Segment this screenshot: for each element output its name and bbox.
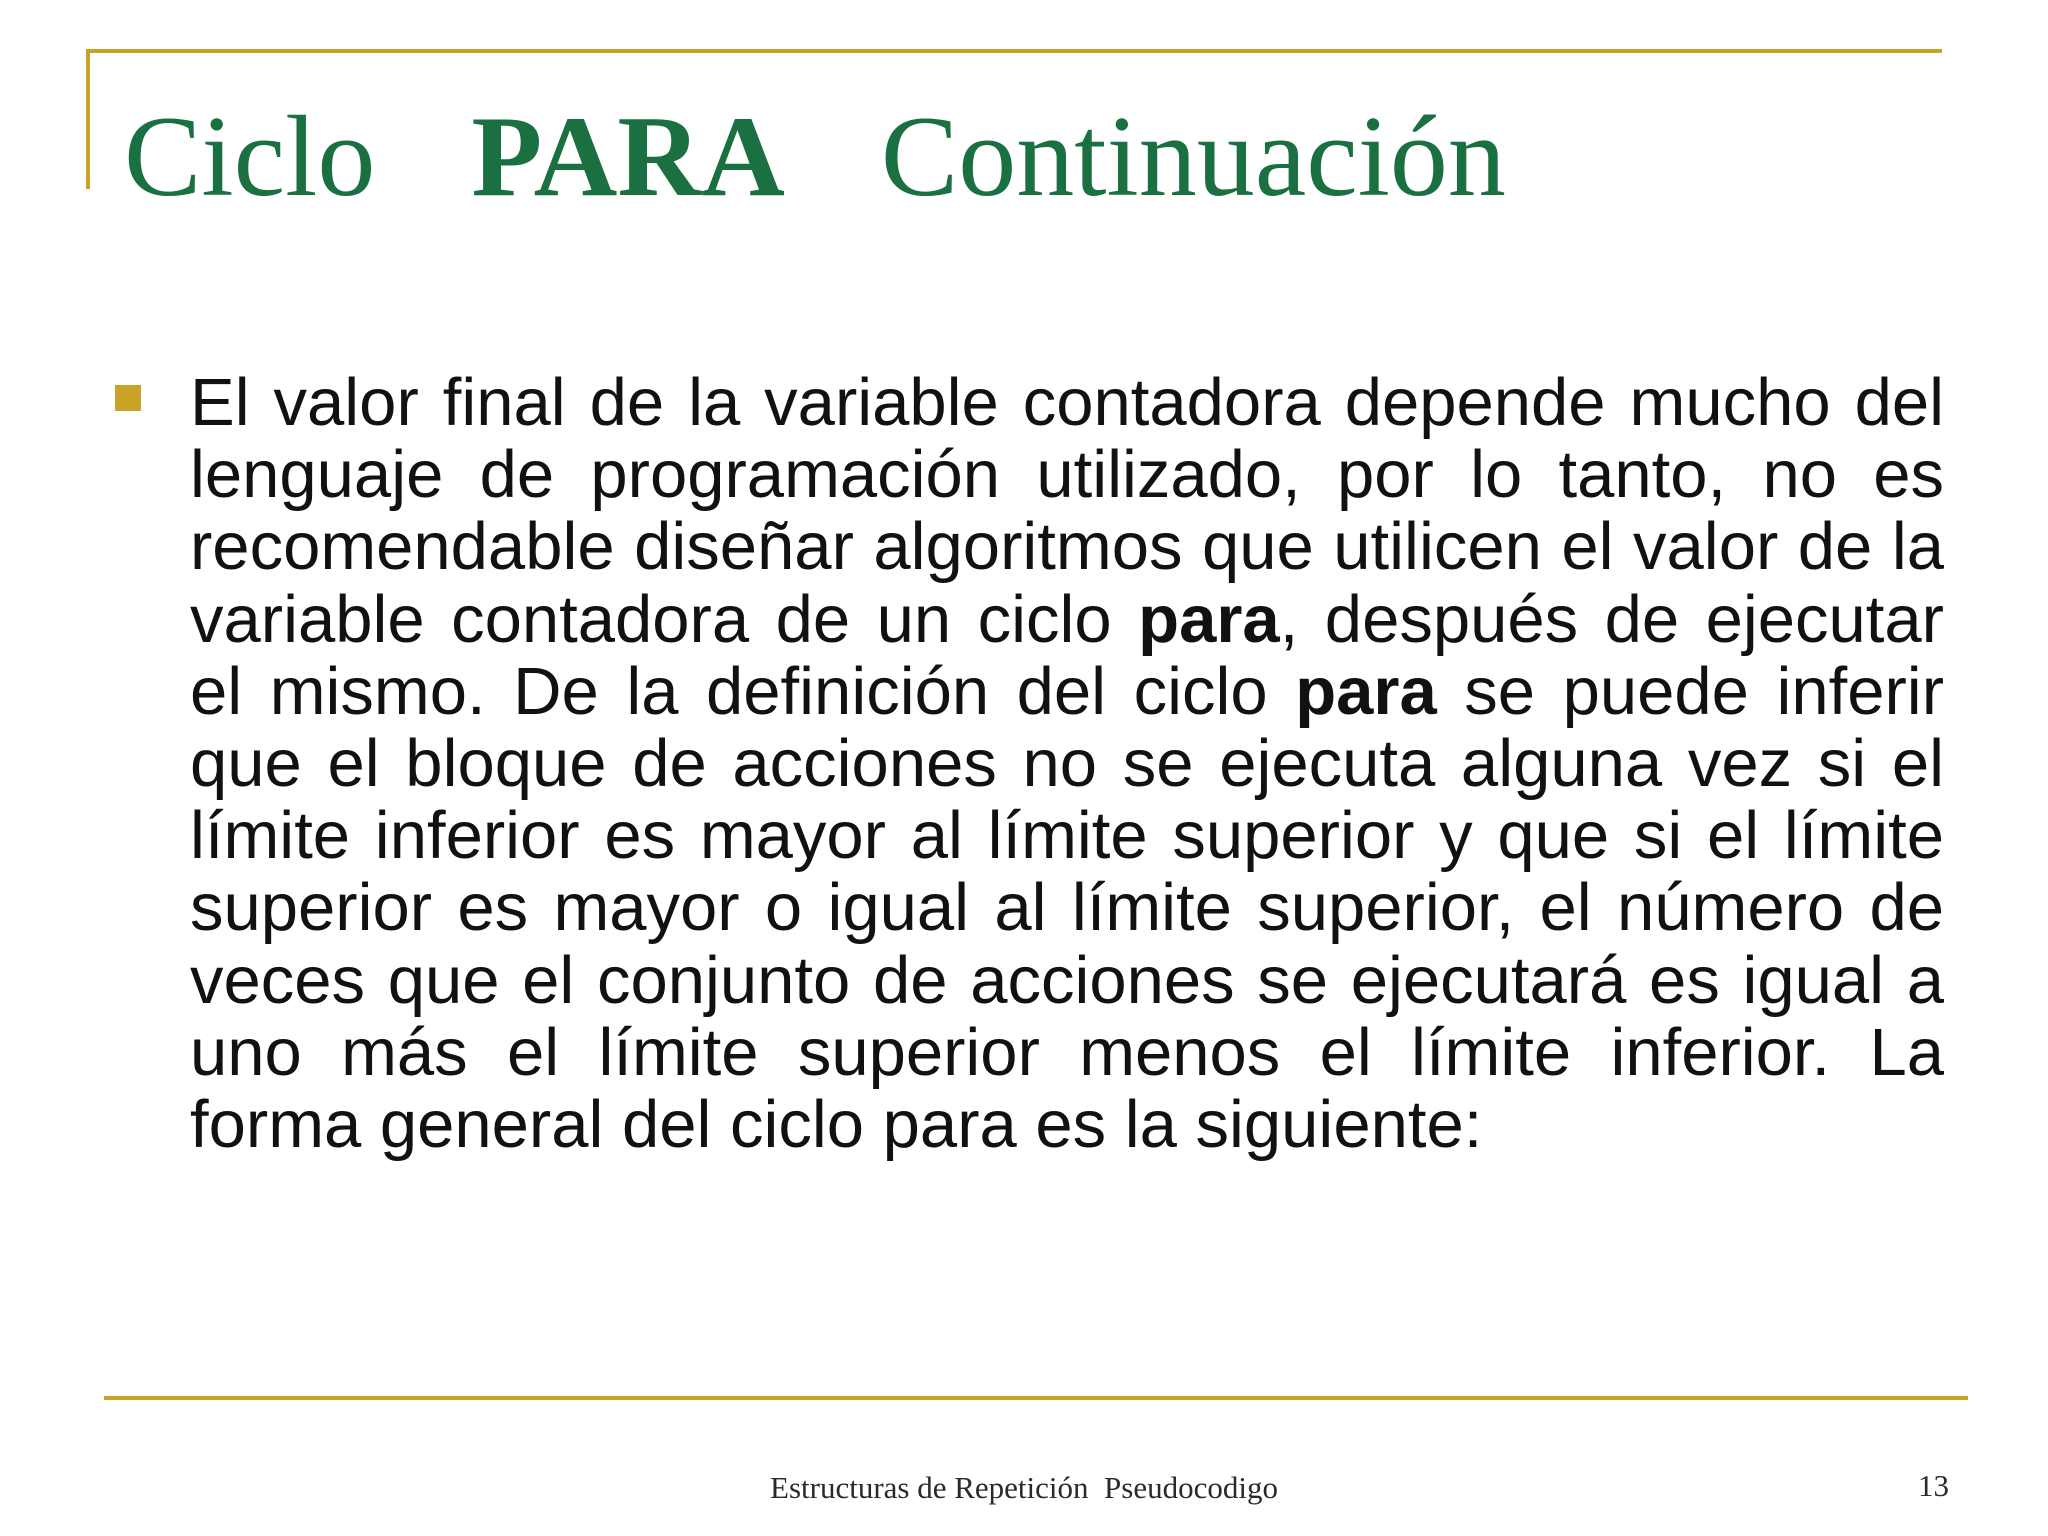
body-bold-para-2: para bbox=[1295, 653, 1437, 729]
slide-title bbox=[124, 92, 1506, 222]
left-rule bbox=[86, 49, 90, 189]
bottom-rule bbox=[104, 1396, 1968, 1400]
title-word-ciclo: Ciclo bbox=[124, 93, 376, 221]
bullet-paragraph bbox=[190, 367, 1944, 1161]
title-word-para: PARA bbox=[471, 93, 785, 221]
body-bold-para-1: para bbox=[1138, 581, 1280, 657]
bullet-square-icon bbox=[115, 385, 141, 411]
title-word-continuacion: Continuación bbox=[880, 93, 1506, 221]
body-text-part-3: se puede inferir que el bloque de acciones no se ejecuta alguna vez si el límite inferior es mayor al límite superior y que si el límite superior es mayor o igual al límite superior, el número de veces que el conjunto de acciones se ejecutará es igual a uno más el límite superior menos el límite inferior. La forma general del ciclo para es la siguiente: bbox=[190, 653, 1945, 1163]
page-number: 13 bbox=[1918, 1468, 1949, 1503]
body-text-part-1: El valor final de la variable contadora depende mucho del lenguaje de programación utilizado, por lo tanto, no es recomendable diseñar algoritmos que utilicen el valor de la variable contadora de un ciclo bbox=[190, 365, 1944, 657]
body-text-part-2: , después de ejecutar el mismo. De la definición del ciclo bbox=[190, 581, 1944, 729]
footer-text: Estructuras de Repetición Pseudocodigo bbox=[770, 1470, 1278, 1505]
top-rule bbox=[86, 49, 1942, 53]
